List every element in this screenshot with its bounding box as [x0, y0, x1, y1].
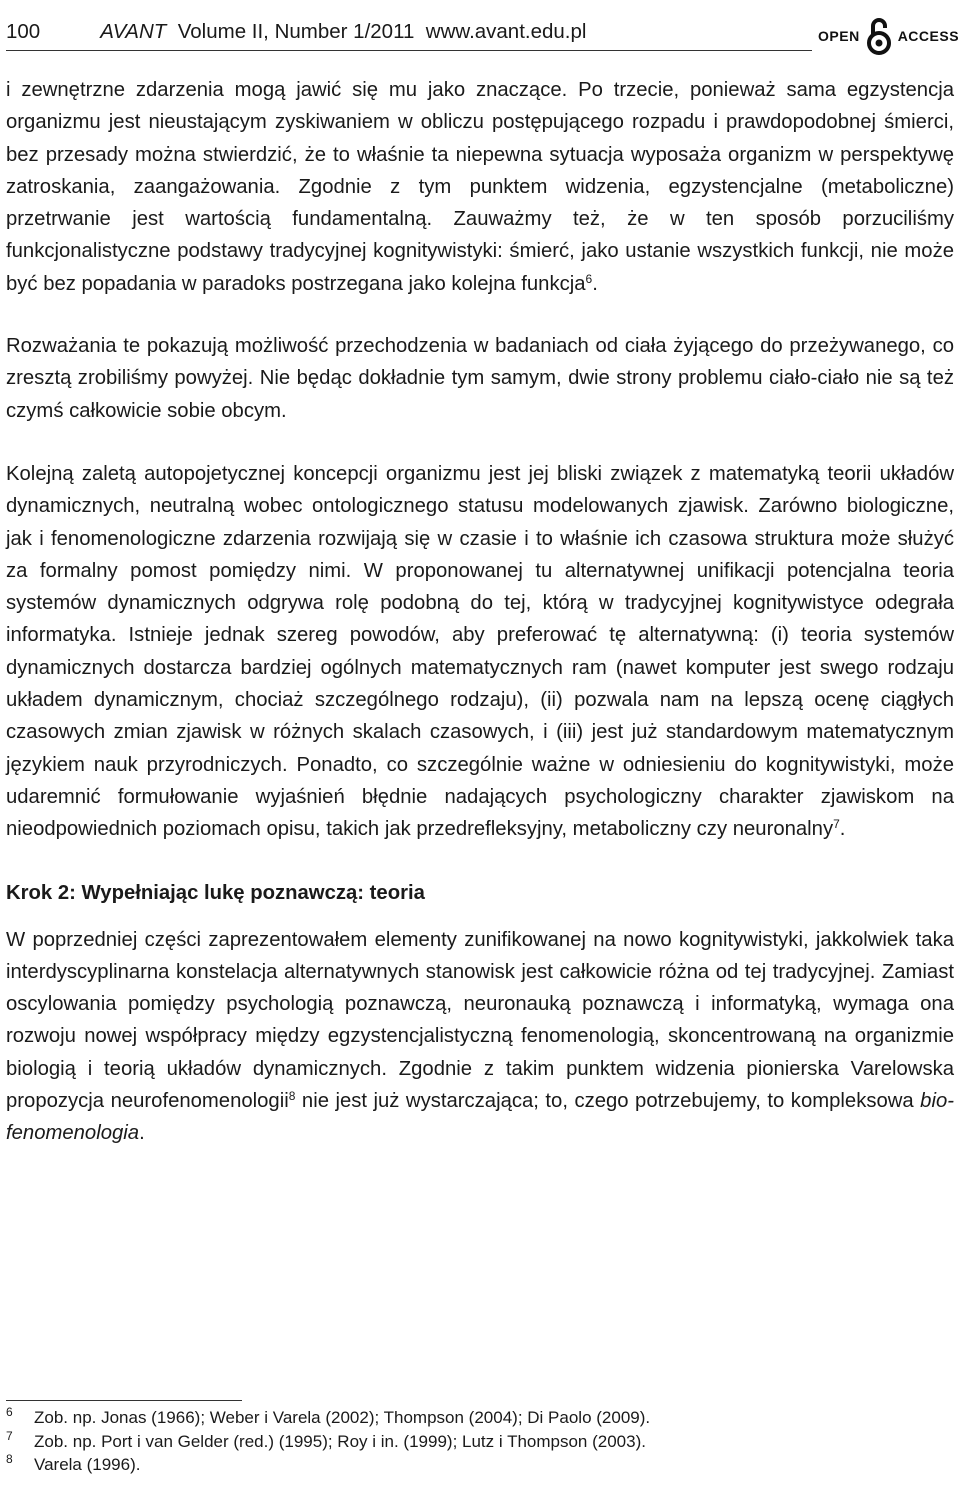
running-head	[6, 20, 586, 44]
footnote-number: 7	[6, 1428, 13, 1443]
logo-access-text: ACCESS	[897, 28, 960, 44]
paragraph-1-end: .	[592, 272, 598, 295]
journal-name: AVANT	[100, 20, 167, 43]
journal-url[interactable]: www.avant.edu.pl	[425, 20, 587, 43]
footnote-rule	[6, 1400, 242, 1401]
page-number: 100	[6, 20, 41, 43]
paragraph-4-mid: nie jest już wystarczająca; to, czego potrzebujemy, to kompleksowa	[295, 1090, 921, 1113]
footnote-number: 6	[6, 1405, 13, 1419]
paragraph-1	[6, 74, 954, 300]
footnote-ref-8[interactable]: 8	[288, 1089, 296, 1104]
footnote-ref-6[interactable]: 6	[585, 271, 593, 286]
footnote-text: Zob. np. Port i van Gelder (red.) (1995); Roy i in. (1999); Lutz i Thompson (2003).	[34, 1431, 646, 1451]
paragraph-4	[6, 924, 954, 1150]
footnote-ref-7[interactable]: 7	[833, 817, 840, 832]
journal-volume: Volume II, Number 1/2011	[177, 20, 415, 43]
paragraph-1-text: i zewnętrzne zdarzenia mogą jawić się mu jako znaczące. Po trzecie, ponieważ sama egzystencja organizmu jest nieustającym zyskiwaniem w obliczu postępującego rozpadu i prawdopodobnej śmierci, bez przesady można stwierdzić, że to właśnie ta niepewna sytuacja wyposaża organizm w perspektywę zatroskania, zaangażowania. Zgodnie z tym punktem widzenia, egzystencjalne (metaboliczne) przetrwanie jest wartością fundamentalną. Zauważmy też, że w ten sposób porzuciliśmy funkcjonalistyczne podstawy tradycyjnej kognitywistyki: śmierć, jako ustanie wszystkich funkcji, nie może być bez popadania w paradoks postrzegana jako kolejna funkcja	[6, 79, 954, 295]
open-access-logo	[818, 14, 960, 58]
footnote-text: Varela (1996).	[34, 1455, 141, 1474]
section-heading: Krok 2: Wypełniając lukę poznawczą: teoria	[6, 881, 425, 904]
paragraph-3-text: Kolejną zaletą autopojetycznej koncepcji organizmu jest jej bliski związek z matematyką teorii układów dynamicznych, neutralną wobec ontologicznego statusu modelowanych zjawisk. Zarówno biologiczne, jak i fenomenologiczne zdarzenia rozwijają się w czasie i to właśnie ich czasowa struktura może służyć za formalny pomost pomiędzy nimi. W proponowanej tu alternatywnej unifikacji potencjalna teoria systemów dynamicznych odgrywa rolę podobną do tej, którą w tradycyjnej kognitywistyce odegrała informatyka. Istnieje jednak szereg powodów, aby preferować tę alternatywną: (i) teoria systemów dynamicznych dostarcza bardziej ogólnych matematycznych ram (nawet komputer jest swego rodzaju układem dynamicznym, chociaż szczególnego rodzaju), (ii) pozwala nam na lepszą ocenę ciągłych czasowych zmian zjawisk w różnych skalach czasowych, i (iii) jest już standardowym matematycznym językiem nauk przyrodniczych. Ponadto, co szczególnie ważne w odniesieniu do kognitywistyki, może udaremnić formułowanie wyjaśnień błędnie nadających psychologiczny charakter zjawiskom na nieodpowiednich poziomach opisu, takich jak przedrefleksyjny, metaboliczny czy neuronalny	[6, 462, 954, 841]
paragraph-4-end: .	[139, 1122, 145, 1145]
paragraph-3	[6, 458, 954, 846]
footnote-8	[6, 1453, 954, 1477]
italic-term: bio-fenomenologia	[6, 1090, 954, 1145]
footnote-number: 8	[6, 1452, 13, 1466]
page-header	[6, 14, 960, 54]
logo-open-text: OPEN	[818, 28, 860, 44]
open-lock-icon	[866, 16, 892, 56]
footnote-6	[6, 1406, 954, 1430]
article-body	[6, 74, 954, 1181]
header-rule	[6, 50, 812, 51]
footnote-text: Zob. np. Jonas (1966); Weber i Varela (2002); Thompson (2004); Di Paolo (2009).	[34, 1408, 651, 1427]
paragraph-4-text: W poprzedniej części zaprezentowałem elementy zunifikowanej na nowo kognitywistyki, jakkolwiek taka interdyscyplinarna konstelacja alternatywnych stanowisk jest całkowicie różna od tej tradycyjnej. Zamiast oscylowania pomiędzy psychologią poznawczą, neuronauką poznawczą i informatyką, wymaga ona rozwoju nowej współpracy między egzystencjalistyczną fenomenologią, skoncentrowaną na organizmie biologią i teorią układów dynamicznych. Zgodnie z takim punktem widzenia pionierska Varelowska propozycja neurofenomenologii	[6, 928, 954, 1113]
paragraph-2: Rozważania te pokazują możliwość przechodzenia w badaniach od ciała żyjącego do przeżywanego, co zresztą zrobiliśmy powyżej. Nie będąc dokładnie tym samym, dwie strony problemu ciało-ciało nie są też czymś całkowicie sobie obcym.	[6, 335, 954, 422]
footnote-7	[6, 1430, 954, 1454]
footnotes	[6, 1406, 954, 1477]
paragraph-3-end: .	[839, 818, 846, 841]
